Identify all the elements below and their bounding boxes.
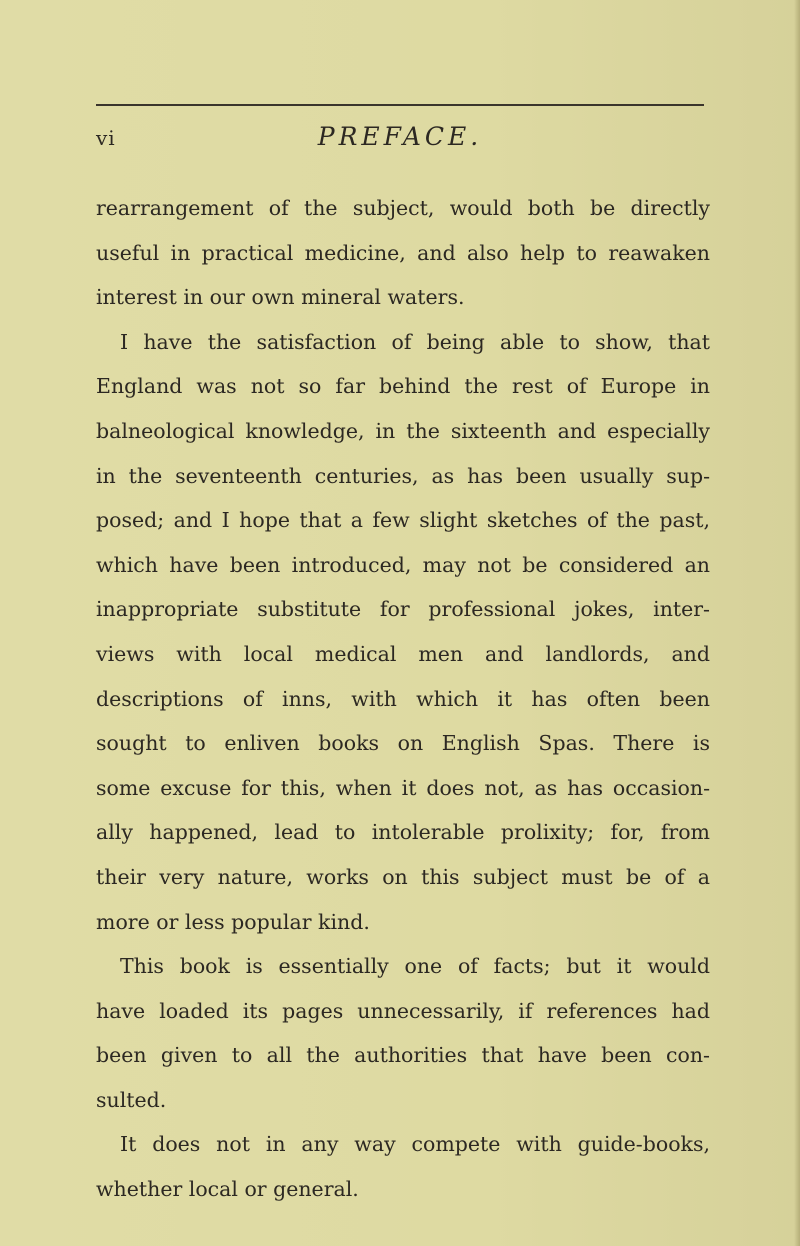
text-line: This book is essentially one of facts; but it would	[120, 954, 710, 979]
text-line: sulted.	[96, 1087, 167, 1112]
page-header	[96, 120, 704, 160]
text-line: more or less popular kind.	[96, 909, 370, 934]
text-line: been given to all the authorities that have been con-	[96, 1043, 710, 1068]
text-line: some excuse for this, when it does not, as has occasion-	[96, 775, 710, 800]
text-line: inappropriate substitute for professional jokes, inter-	[96, 597, 710, 622]
running-head: PREFACE.	[317, 122, 483, 151]
text-line: England was not so far behind the rest of Europe in	[96, 374, 710, 399]
text-line: their very nature, works on this subject must be of a	[96, 864, 710, 889]
page-edge-shadow	[794, 0, 800, 1246]
text-line: which have been introduced, may not be considered an	[96, 552, 710, 577]
text-line: views with local medical men and landlords, and	[96, 641, 710, 666]
text-line: ally happened, lead to intolerable prolixity; for, from	[96, 820, 710, 845]
text-line: posed; and I hope that a few slight sketches of the past,	[96, 508, 710, 533]
text-line: I have the satisfaction of being able to show, that	[120, 329, 710, 354]
text-line: sought to enliven books on English Spas. There is	[96, 731, 710, 756]
text-line: descriptions of inns, with which it has often been	[96, 686, 710, 711]
body-text	[96, 186, 710, 1212]
header-rule	[96, 104, 704, 106]
text-line: have loaded its pages unnecessarily, if references had	[96, 998, 710, 1023]
text-line: useful in practical medicine, and also help to reawaken	[96, 240, 710, 265]
text-line: It does not in any way compete with guide-books,	[120, 1132, 710, 1157]
page-number: vi	[96, 126, 116, 150]
text-line: whether local or general.	[96, 1177, 359, 1202]
text-line: interest in our own mineral waters.	[96, 285, 465, 310]
text-line: balneological knowledge, in the sixteenth and especially	[96, 418, 710, 443]
text-line: in the seventeenth centuries, as has been usually sup-	[96, 463, 710, 488]
text-line: rearrangement of the subject, would both be directly	[96, 196, 710, 220]
